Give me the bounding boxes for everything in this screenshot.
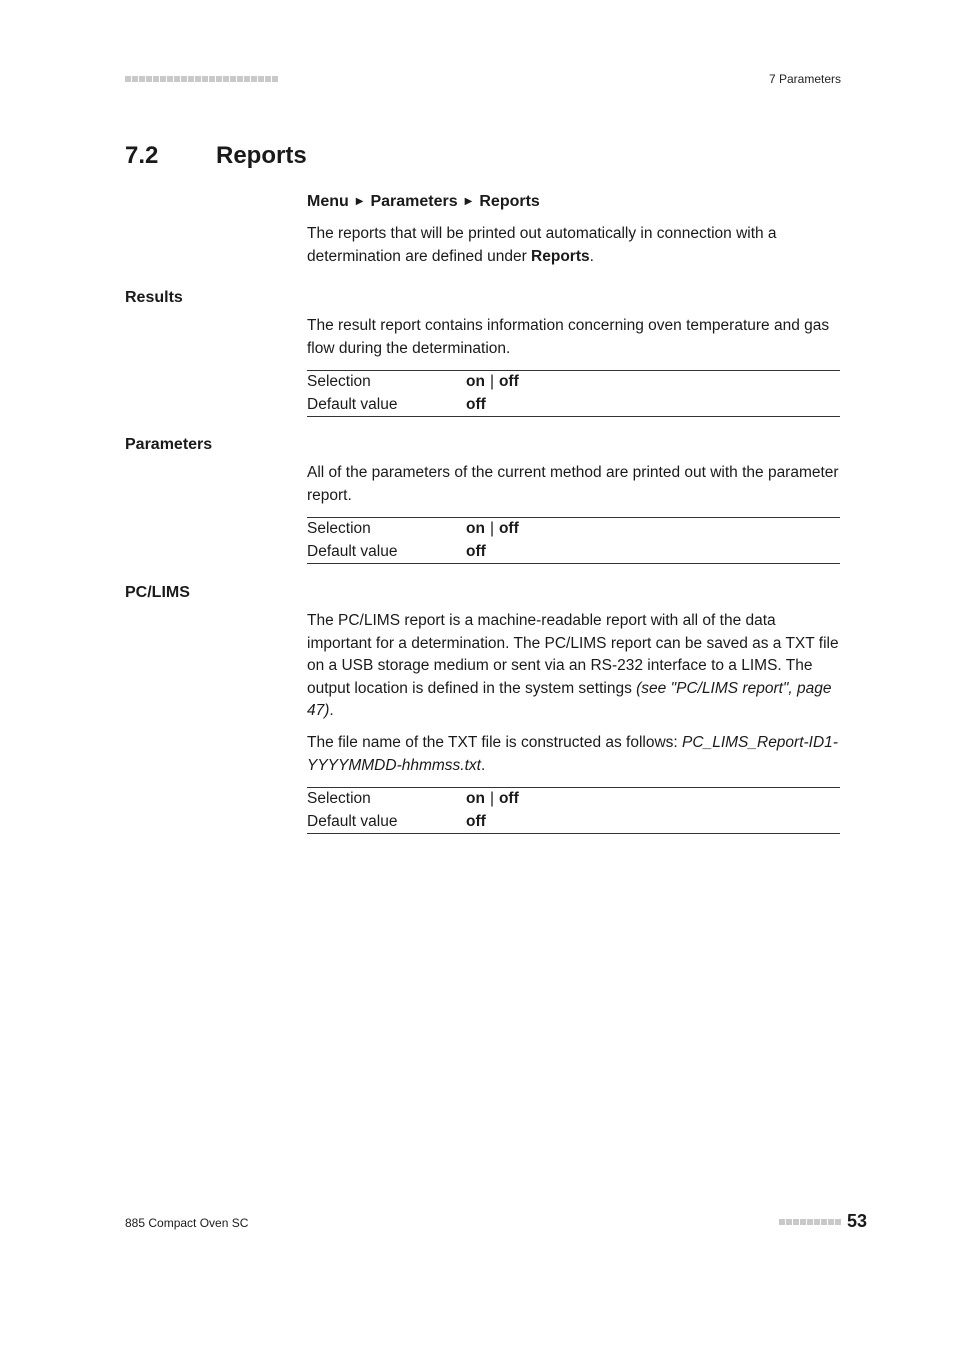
- table-row: [307, 518, 840, 541]
- default-value: off: [466, 394, 840, 417]
- selection-value: off: [498, 520, 519, 537]
- table-row: [307, 371, 840, 394]
- selection-values: [466, 788, 840, 811]
- square-icon: [139, 76, 145, 82]
- footer-product: 885 Compact Oven SC: [125, 1216, 249, 1230]
- pclims-description-end: .: [329, 702, 334, 719]
- default-value: off: [466, 541, 840, 564]
- selection-separator: |: [489, 520, 494, 537]
- menu-path-item: Menu: [307, 193, 349, 210]
- selection-label: Selection: [307, 371, 466, 394]
- header-chapter: 7 Parameters: [768, 72, 841, 86]
- selection-separator: |: [489, 790, 494, 807]
- square-icon: [146, 76, 152, 82]
- param-table-pclims: [307, 787, 840, 834]
- square-icon: [779, 1219, 785, 1225]
- intro-bold-term: Reports: [531, 247, 590, 265]
- selection-label: Selection: [307, 788, 466, 811]
- square-icon: [786, 1219, 792, 1225]
- square-icon: [244, 76, 250, 82]
- intro-paragraph: [307, 223, 840, 268]
- table-row: [307, 811, 840, 834]
- table-row: [307, 788, 840, 811]
- selection-values: [466, 371, 840, 394]
- square-icon: [223, 76, 229, 82]
- square-icon: [807, 1219, 813, 1225]
- param-description-parameters: All of the parameters of the current method are printed out with the parameter report.: [307, 464, 839, 504]
- square-icon: [202, 76, 208, 82]
- section-number: 7.2: [125, 142, 159, 169]
- table-row: [307, 541, 840, 564]
- menu-path-item: Parameters: [370, 193, 458, 210]
- square-icon: [209, 76, 215, 82]
- selection-separator: |: [489, 373, 494, 390]
- selection-value: on: [466, 520, 485, 537]
- square-icon: [132, 76, 138, 82]
- default-label: Default value: [307, 811, 466, 834]
- square-icon: [125, 76, 131, 82]
- param-label-pclims: PC/LIMS: [125, 584, 190, 601]
- param-table-results: [307, 370, 840, 417]
- cross-reference-link[interactable]: (see "PC/LIMS report", page 47): [307, 679, 832, 719]
- triangle-right-icon: ▶: [464, 196, 473, 207]
- square-icon: [258, 76, 264, 82]
- selection-value: off: [498, 790, 519, 807]
- square-icon: [153, 76, 159, 82]
- selection-values: [466, 518, 840, 541]
- table-row: [307, 394, 840, 417]
- footer-decoration: [779, 1219, 841, 1225]
- param-label-results: Results: [125, 289, 183, 306]
- default-label: Default value: [307, 394, 466, 417]
- square-icon: [800, 1219, 806, 1225]
- square-icon: [230, 76, 236, 82]
- header-decoration: [125, 76, 278, 82]
- intro-text-end: .: [589, 247, 594, 265]
- filename-end: .: [480, 756, 486, 774]
- menu-path: [307, 191, 840, 214]
- filename-pattern: PC_LIMS_Report-ID1-YYYYMMDD-hhmmss.txt: [307, 734, 838, 774]
- default-label: Default value: [307, 541, 466, 564]
- square-icon: [251, 76, 257, 82]
- page-number: 53: [846, 1211, 867, 1231]
- square-icon: [814, 1219, 820, 1225]
- pclims-filename-paragraph: [307, 732, 840, 777]
- square-icon: [272, 76, 278, 82]
- square-icon: [793, 1219, 799, 1225]
- param-label-parameters: Parameters: [125, 436, 213, 453]
- square-icon: [160, 76, 166, 82]
- square-icon: [821, 1219, 827, 1225]
- selection-label: Selection: [307, 518, 466, 541]
- square-icon: [174, 76, 180, 82]
- square-icon: [828, 1219, 834, 1225]
- param-table-parameters: [307, 517, 840, 564]
- square-icon: [195, 76, 201, 82]
- square-icon: [216, 76, 222, 82]
- square-icon: [265, 76, 271, 82]
- triangle-right-icon: ▶: [355, 196, 364, 207]
- section-title: Reports: [216, 142, 307, 169]
- default-value: off: [466, 811, 840, 834]
- intro-text: The reports that will be printed out automatically in connection with a determination are defined under: [307, 225, 777, 265]
- square-icon: [181, 76, 187, 82]
- menu-path-item: Reports: [479, 193, 540, 210]
- square-icon: [167, 76, 173, 82]
- square-icon: [835, 1219, 841, 1225]
- square-icon: [188, 76, 194, 82]
- square-icon: [237, 76, 243, 82]
- param-description-results: The result report contains information concerning oven temperature and gas flow during the determination.: [307, 317, 830, 357]
- footer-page: [779, 1211, 867, 1232]
- filename-text: The file name of the TXT file is constructed as follows:: [307, 734, 683, 751]
- param-description-pclims: [307, 610, 840, 723]
- selection-value: on: [466, 790, 485, 807]
- selection-value: on: [466, 373, 485, 390]
- pclims-description-text: The PC/LIMS report is a machine-readable report with all of the data important for a determination. The PC/LIMS report can be saved as a TXT file on a USB storage medium or sent via an RS-232 interface to a LIMS. The output location is defined in the system settings: [307, 612, 839, 697]
- selection-value: off: [498, 373, 519, 390]
